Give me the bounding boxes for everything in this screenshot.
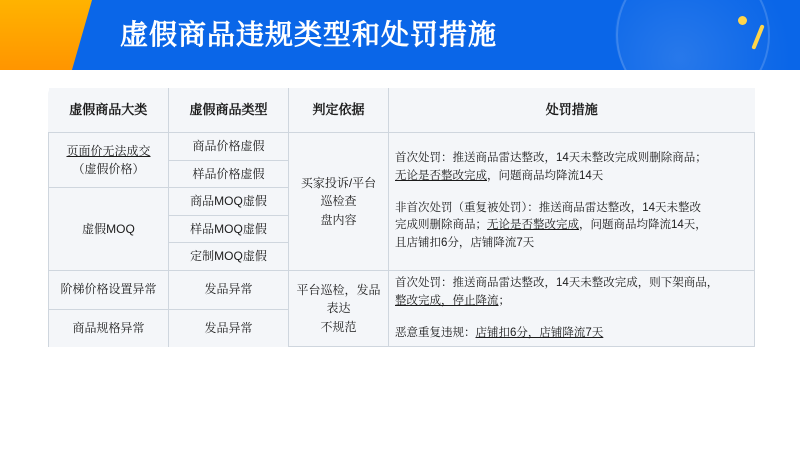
penalty-cell-fake-price-moq [389,133,755,271]
penalty-p2-line3: 且店铺扣6分，店铺降流7天 [395,237,535,250]
header-ring-decoration [616,0,770,70]
penalty2-p2-pre: 恶意重复违规： [395,326,476,339]
category-label-line2: （虚假价格） [72,162,145,177]
table-header-row [49,88,755,133]
penalty-p2-mid: 完成则删除商品； [395,219,487,232]
column-header-penalty: 处罚措施 [389,88,755,133]
page-title: 虚假商品违规类型和处罚措施 [120,19,498,50]
penalty-table-card [48,88,754,347]
penalty-paragraph-first-offense [395,150,748,186]
type-cell-product-moq-fake: 商品MOQ虚假 [169,188,289,216]
type-cell-posting-abnormal-tier: 发品异常 [169,270,289,309]
penalty-p1-pre: 首次处罚：推送商品雷达整改，14天未整改完成则删除商品； [395,151,707,164]
basis-line2: 盘内容 [320,212,357,227]
table-row [49,133,755,161]
penalty-p2-pre: 非首次处罚（重复被处罚）：推送商品雷达整改，14天未整改 [395,201,702,214]
column-header-basis: 判定依据 [289,88,389,133]
penalty-paragraph-repeat-offense [395,200,748,253]
penalty-p1-post: ，问题商品均降流14天 [487,169,604,182]
penalty-cell-posting-abnormal [389,270,755,346]
penalty-p1-underline: 无论是否整改完成 [395,169,487,182]
basis2-line2: 不规范 [320,319,357,334]
penalty-p2-underline: 无论是否整改完成 [487,219,579,232]
category-cell-spec-abnormal: 商品规格异常 [49,309,169,347]
column-header-category: 虚假商品大类 [49,88,169,133]
penalty2-p1-pre: 首次处罚：推送商品雷达整改，14天未整改完成，则下架商品， [395,276,719,289]
penalty-table [48,88,755,347]
category-label-line1: 虚假MOQ [82,221,135,236]
table-row [49,270,755,309]
header-dot-decoration [738,16,747,25]
category-cell-fake-price [49,133,169,188]
penalty-p2-post: ，问题商品均降流14天， [579,219,707,232]
penalty2-p1-post: ； [498,294,510,307]
basis2-line1: 平台巡检，发品表达 [296,282,381,316]
type-cell-custom-moq-fake: 定制MOQ虚假 [169,243,289,271]
category-label-line1: 页面价无法成交 [66,143,151,158]
penalty2-paragraph-first-offense [395,275,748,311]
type-cell-sample-price-fake: 样品价格虚假 [169,160,289,188]
type-cell-sample-moq-fake: 样品MOQ虚假 [169,215,289,243]
penalty2-p2-underline: 店铺扣6分，店铺降流7天 [475,326,604,339]
header-orange-accent [0,0,98,70]
column-header-type: 虚假商品类型 [169,88,289,133]
type-cell-product-price-fake: 商品价格虚假 [169,133,289,161]
category-cell-tier-price-abnormal: 阶梯价格设置异常 [49,270,169,309]
page-header-banner [0,0,800,70]
penalty2-paragraph-malicious-repeat [395,325,748,343]
basis-line1: 买家投诉/平台巡检查 [300,175,377,209]
basis-cell-platform-inspection [289,270,389,346]
type-cell-posting-abnormal-spec: 发品异常 [169,309,289,347]
category-cell-fake-moq [49,188,169,271]
penalty2-p1-underline: 整改完成，停止降流 [395,294,499,307]
basis-cell-complaint-inspection [289,133,389,271]
